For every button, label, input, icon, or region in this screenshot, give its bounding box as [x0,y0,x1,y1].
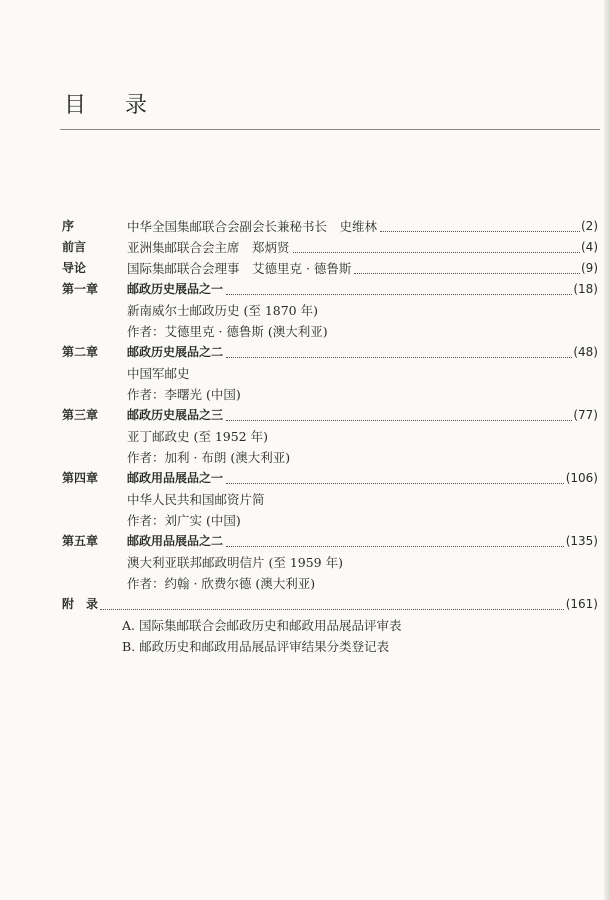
chapter-subtitle: 澳大利亚联邦邮政明信片 (至 1959 年) [127,552,344,573]
chapter-title: 邮政用品展品之二 [127,531,224,552]
page-title: 目 录 [64,93,163,118]
chapter-title: 邮政用品展品之一 [127,468,224,489]
page-number: (9) [580,258,598,279]
leader-dots [100,608,598,610]
appendix-item-a[interactable]: A. 国际集邮联合会邮政历史和邮政用品展品评审表 [122,615,402,636]
page-number: (161) [565,594,598,615]
page-number: (48) [572,342,598,363]
chapter-author: 作者：约翰 · 欣费尔德 (澳大利亚) [127,573,316,594]
entry-label: 前言 [62,240,87,254]
toc-entry-chapter-5[interactable] [0,531,610,552]
entry-label: 第二章 [62,345,99,359]
entry-label: 导论 [62,261,87,275]
chapter-author: 作者：刘广实 (中国) [127,510,242,531]
chapter-subtitle: 中华人民共和国邮资片简 [127,489,266,510]
chapter-subtitle: 中国军邮史 [127,363,191,384]
page-number: (18) [572,279,598,300]
page-number: (77) [572,405,598,426]
leader-dots [226,545,598,547]
toc-entry-preface[interactable] [0,216,610,237]
chapter-author: 作者：李曙光 (中国) [127,384,242,405]
appendix-item-b[interactable]: B. 邮政历史和邮政用品展品评审结果分类登记表 [122,636,390,657]
toc-entry-chapter-3[interactable] [0,405,610,426]
leader-dots [226,356,598,358]
toc-entry-foreword[interactable] [0,237,610,258]
entry-text: 国际集邮联合会理事 艾德里克 · 德鲁斯 [127,258,352,279]
entry-text: 中华全国集邮联合会副会长兼秘书长 史维林 [127,216,378,237]
toc-entry-appendix[interactable] [0,594,610,615]
page-number: (106) [565,468,598,489]
chapter-title: 邮政历史展品之一 [127,279,224,300]
entry-label: 第四章 [62,471,99,485]
toc-entry-introduction[interactable] [0,258,610,279]
chapter-author: 作者：艾德里克 · 德鲁斯 (澳大利亚) [127,321,329,342]
chapter-author: 作者：加利 · 布朗 (澳大利亚) [127,447,291,468]
toc-entry-chapter-2[interactable] [0,342,610,363]
entry-label: 第五章 [62,534,99,548]
leader-dots [354,272,598,274]
page-number: (2) [580,216,598,237]
toc-entry-chapter-1[interactable] [0,279,610,300]
chapter-subtitle: 亚丁邮政史 (至 1952 年) [127,426,269,447]
entry-label: 附 录 [62,597,99,611]
entry-label: 序 [62,219,75,233]
title-rule [60,129,600,130]
chapter-title: 邮政历史展品之二 [127,342,224,363]
leader-dots [226,293,598,295]
page-number: (135) [565,531,598,552]
leader-dots [226,419,598,421]
leader-dots [226,482,598,484]
table-of-contents [0,216,610,657]
chapter-title: 邮政历史展品之三 [127,405,224,426]
entry-label: 第三章 [62,408,99,422]
leader-dots [293,251,598,253]
chapter-subtitle: 新南威尔士邮政历史 (至 1870 年) [127,300,319,321]
page-number: (4) [580,237,598,258]
toc-entry-chapter-4[interactable] [0,468,610,489]
leader-dots [380,230,598,232]
entry-label: 第一章 [62,282,99,296]
entry-text: 亚洲集邮联合会主席 郑炳贤 [127,237,291,258]
